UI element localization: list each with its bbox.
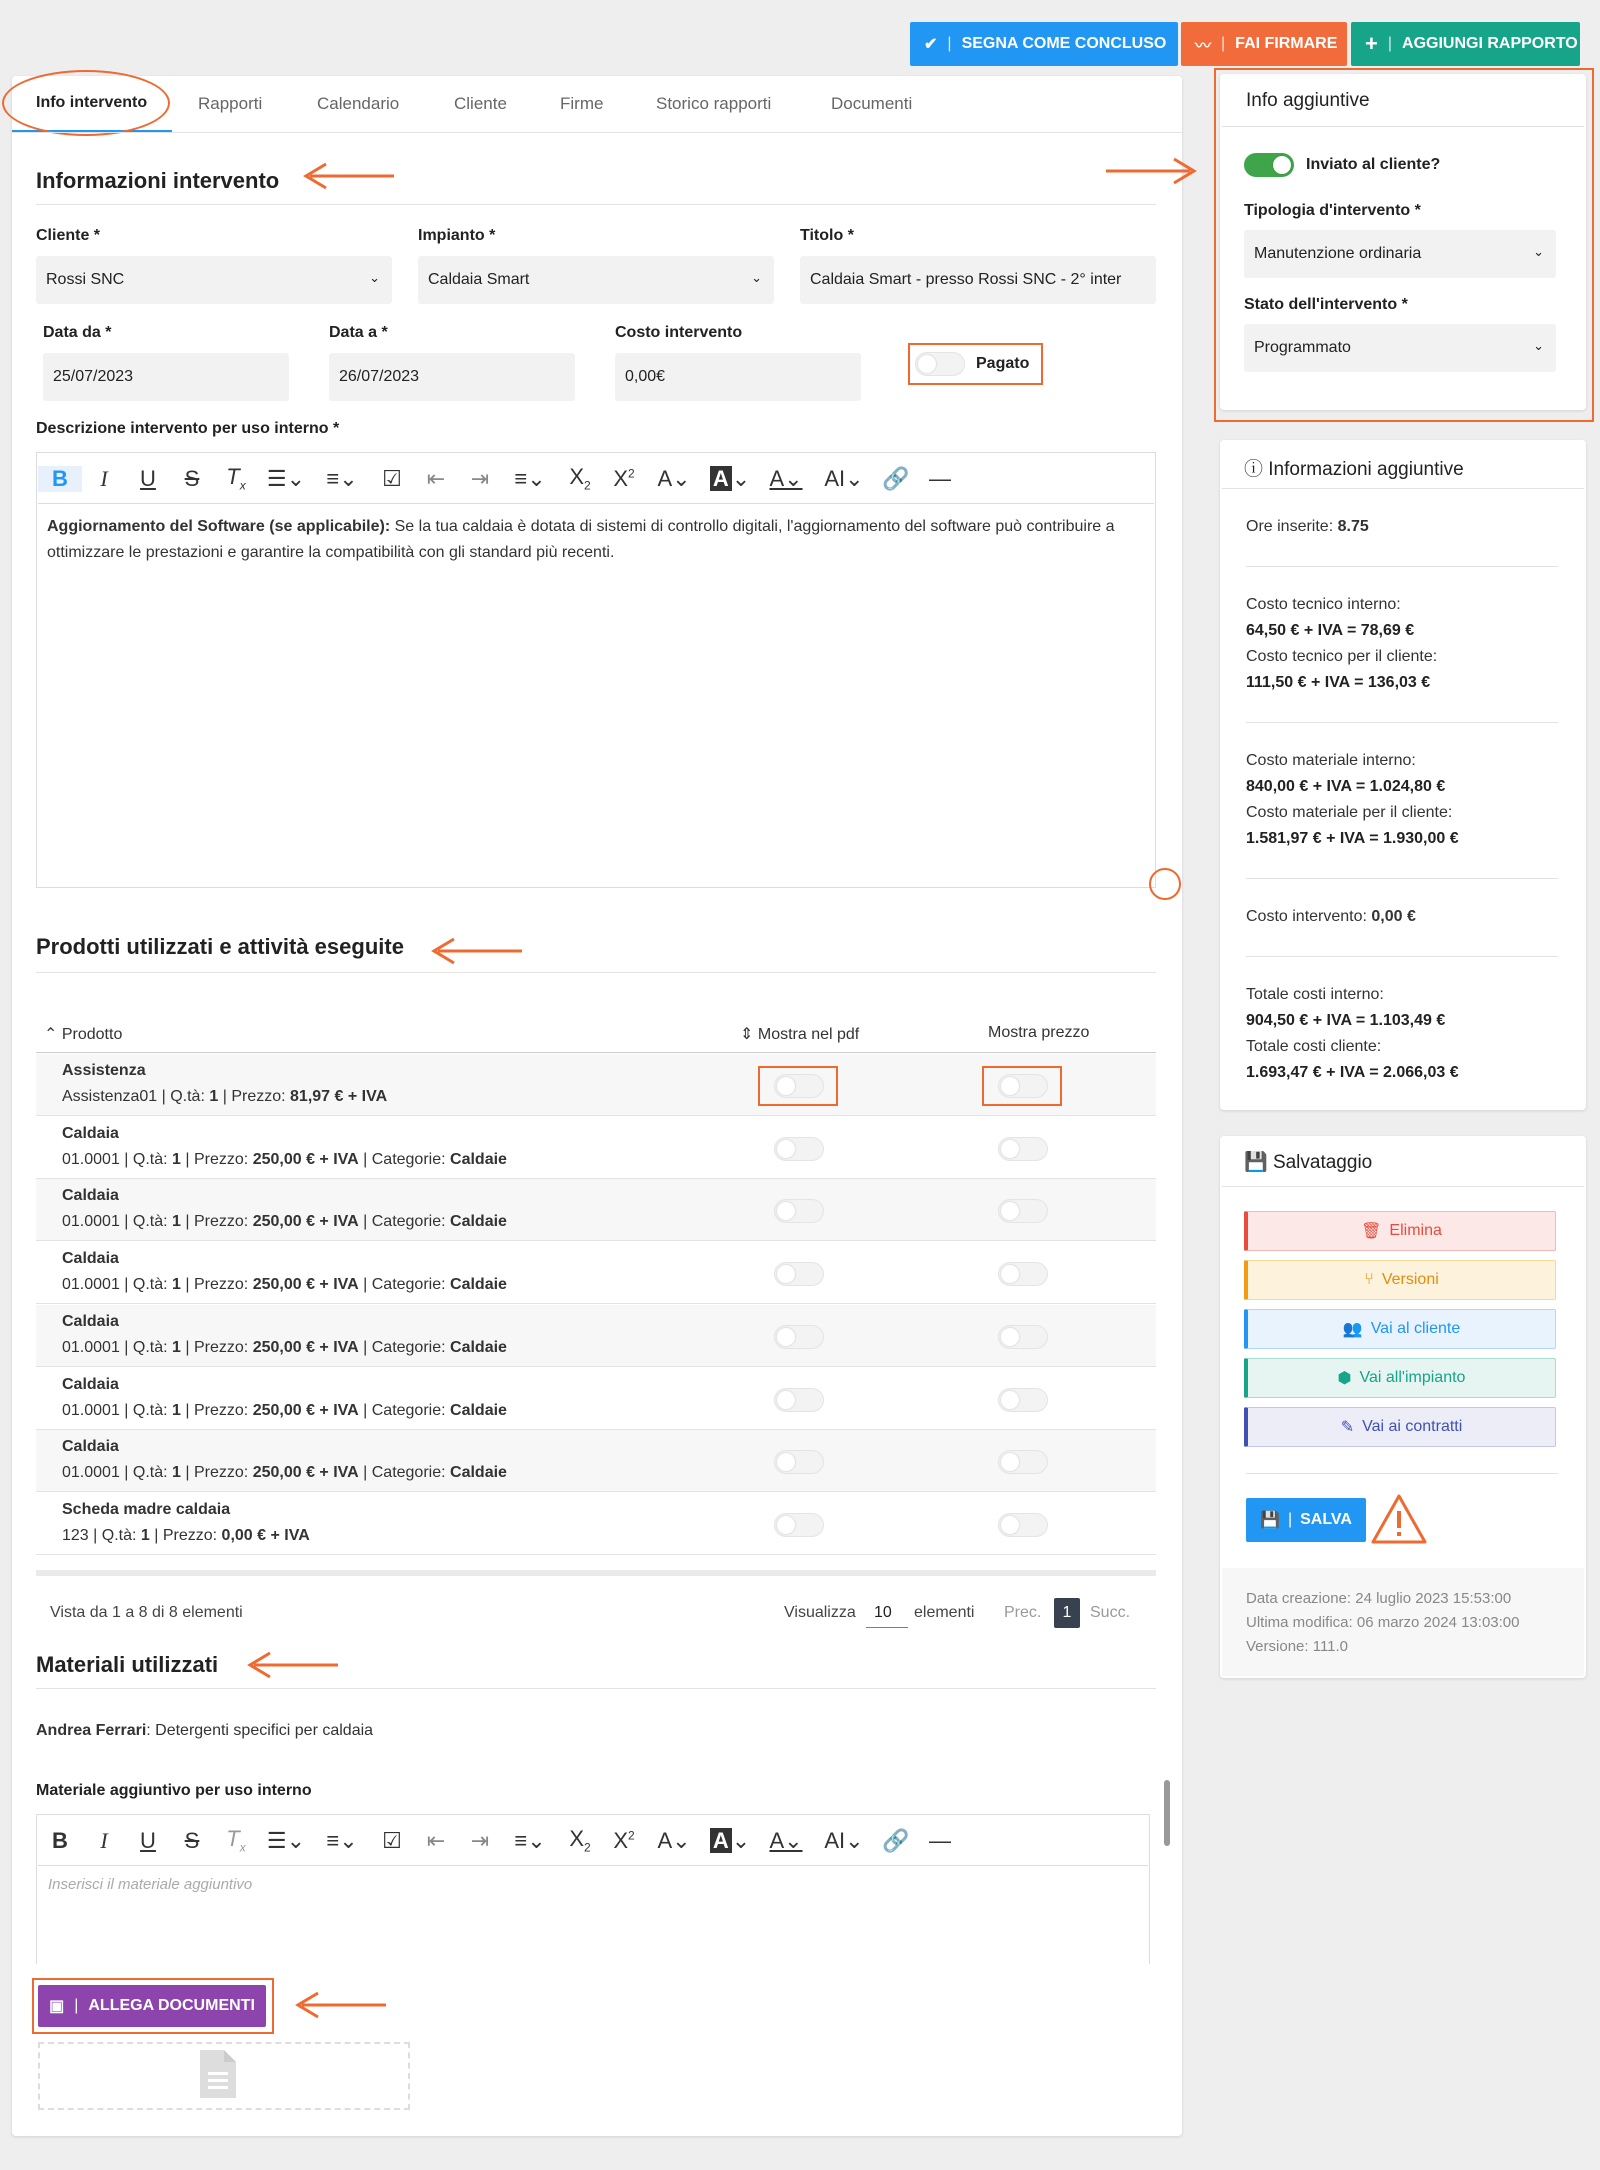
signature-icon: 〰 [1195, 37, 1212, 55]
horizontal-rule-icon[interactable]: — [929, 465, 951, 491]
card-header-divider [1222, 488, 1584, 489]
bold-icon[interactable]: B [38, 466, 82, 492]
costs-divider [1246, 956, 1558, 957]
product-details: Assistenza01 | Q.tà: 1 | Prezzo: 81,97 € + IVA [62, 1088, 388, 1105]
images-icon: ▣ [49, 1998, 65, 2015]
product-qta: 1 [172, 1464, 181, 1482]
next-page-button[interactable]: Succ. [1090, 1604, 1131, 1621]
costi-title [1244, 454, 1464, 481]
costi-title-text: Informazioni aggiuntive [1268, 459, 1464, 480]
subscript-icon[interactable]: $X_2$ [569, 1826, 591, 1855]
highlight-icon[interactable]: A ⌄ [702, 1828, 758, 1854]
branch-icon: ⑂ [1364, 1271, 1374, 1288]
product-details: 01.0001 | Q.tà: 1 | Prezzo: 250,00 € + IVA | Categorie: Caldaie [62, 1150, 507, 1168]
table-row [36, 1242, 1156, 1304]
tec-int-label: Costo tecnico interno: [1246, 596, 1401, 613]
versione: Versione: 111.0 [1246, 1638, 1349, 1655]
cat-label: Categorie: [371, 1338, 446, 1356]
bold-icon[interactable]: B [52, 1827, 68, 1853]
warning-icon [1370, 1492, 1428, 1546]
user-icon: 👥 [1342, 1321, 1363, 1338]
product-prezzo: 250,00 € + IVA [252, 1464, 359, 1482]
product-prezzo: 250,00 € + IVA [252, 1150, 359, 1168]
strikethrough-icon[interactable]: S [184, 465, 200, 491]
page-size-label: Visualizza [784, 1604, 856, 1621]
tec-cli-value: 111,50 € + IVA = 136,03 € [1246, 674, 1431, 691]
section-title-prodotti: Prodotti utilizzati e attività eseguite [36, 934, 404, 959]
salvataggio-title [1244, 1150, 1372, 1174]
impianto-value: Caldaia Smart [428, 271, 530, 288]
prezzo-label: Prezzo: [231, 1088, 286, 1105]
vai-cliente-label: Vai al cliente [1370, 1320, 1461, 1337]
stato-value: Programmato [1254, 339, 1351, 356]
indent-icon[interactable]: ⇥ [470, 1827, 490, 1853]
data-a-input[interactable] [329, 353, 575, 401]
numbered-list-icon[interactable]: ≡⌄ [326, 465, 358, 491]
data-da-input[interactable] [43, 353, 289, 401]
product-prezzo: 250,00 € + IVA [252, 1401, 359, 1419]
mostra-pdf-toggle[interactable] [774, 1450, 824, 1474]
section-divider [36, 1688, 1156, 1689]
underline-icon[interactable]: U [140, 1827, 156, 1853]
align-icon[interactable]: ≡⌄ [514, 465, 546, 491]
tab-storico-rapporti[interactable]: Storico rapporti [656, 94, 772, 113]
stato-select[interactable] [1244, 324, 1556, 372]
section-title-info: Informazioni intervento [36, 168, 280, 193]
floppy-icon: 💾 [1244, 1152, 1273, 1173]
mostra-prezzo-toggle[interactable] [998, 1513, 1048, 1537]
product-qta: 1 [172, 1150, 181, 1168]
material-entry [36, 1722, 373, 1740]
table-bottom-bar [36, 1570, 1156, 1576]
cliente-value: Rossi SNC [46, 271, 125, 288]
salva-button[interactable]: 💾 | SALVA [1246, 1498, 1366, 1542]
prezzo-label: Prezzo: [193, 1338, 249, 1356]
superscript-icon[interactable]: $X^2$ [613, 465, 635, 491]
subscript-icon[interactable]: $X_2$ [569, 464, 591, 493]
product-prezzo: 81,97 € + IVA [290, 1088, 388, 1105]
prezzo-label: Prezzo: [193, 1276, 249, 1294]
elimina-button[interactable] [1244, 1211, 1556, 1251]
box-icon: ⬢ [1337, 1370, 1352, 1387]
tipologia-value: Manutenzione ordinaria [1254, 245, 1422, 262]
table-row [36, 1493, 1156, 1555]
font-size-icon[interactable]: AI⌄ [824, 465, 864, 491]
vai-contratti-button[interactable] [1244, 1407, 1556, 1447]
checklist-icon[interactable]: ☑ [382, 465, 402, 491]
material-person: Andrea Ferrari [36, 1722, 147, 1739]
descrizione-text: Se la tua caldaia è dotata di sistemi di controllo digitali, l'aggiornamento del software può contribuire a ottimizzare le prestazioni e garantire la compatibilità con gli standard più recenti. [47, 518, 1115, 561]
mostra-prezzo-toggle[interactable] [998, 1262, 1048, 1286]
table-row [36, 1368, 1156, 1430]
page-size-input[interactable]: 10 [866, 1600, 908, 1628]
outdent-icon[interactable]: ⇤ [426, 1827, 446, 1853]
costo-intervento-label: Costo intervento: [1246, 908, 1372, 925]
product-prezzo: 250,00 € + IVA [252, 1276, 359, 1294]
cat-label: Categorie: [371, 1213, 446, 1231]
mostra-prezzo-toggle[interactable] [998, 1388, 1048, 1412]
floppy-icon: 💾 [1260, 1512, 1280, 1529]
bullet-list-icon[interactable]: ☰⌄ [266, 1827, 306, 1853]
col-header-prezzo[interactable]: Mostra prezzo [988, 1024, 1090, 1041]
product-name: Caldaia [62, 1187, 119, 1205]
tab-calendario[interactable]: Calendario [317, 94, 400, 113]
superscript-icon[interactable]: $X^2$ [613, 1827, 635, 1853]
outdent-icon[interactable]: ⇤ [426, 465, 446, 491]
mostra-prezzo-toggle[interactable] [998, 1450, 1048, 1474]
table-row [36, 1430, 1156, 1492]
prezzo-label: Prezzo: [193, 1150, 249, 1168]
product-code: 01.0001 [62, 1276, 120, 1294]
cliente-label: Cliente * [36, 227, 101, 244]
section-divider [36, 972, 1156, 973]
chevron-down-icon: ⌄ [369, 270, 380, 285]
cat-label: Categorie: [371, 1401, 446, 1419]
product-cat: Caldaie [450, 1276, 507, 1294]
costs-divider [1246, 566, 1558, 567]
italic-icon[interactable]: I [100, 465, 108, 491]
tot-int-value: 904,50 € + IVA = 1.103,49 € [1246, 1012, 1446, 1029]
col-pdf-label: Mostra nel pdf [757, 1026, 860, 1043]
salvataggio-title-text: Salvataggio [1272, 1152, 1373, 1173]
product-details: 01.0001 | Q.tà: 1 | Prezzo: 250,00 € + IVA | Categorie: Caldaie [62, 1213, 507, 1231]
cliente-select[interactable] [36, 256, 392, 304]
versioni-button[interactable] [1244, 1260, 1556, 1300]
inviato-label: Inviato al cliente? [1306, 156, 1441, 173]
qta-label: Q.tà: [132, 1464, 168, 1482]
sort-icon: ⇕ [740, 1026, 758, 1043]
costi-card [1220, 440, 1586, 1110]
link-icon[interactable]: 🔗 [882, 1827, 910, 1853]
tipologia-select[interactable] [1244, 230, 1556, 278]
product-qta: 1 [209, 1088, 219, 1105]
product-name: Caldaia [62, 1250, 119, 1268]
data-a-label: Data a * [329, 324, 388, 341]
costo-input[interactable] [615, 353, 861, 401]
elimina-label: Elimina [1389, 1222, 1442, 1239]
table-row [36, 1117, 1156, 1179]
font-color-icon[interactable]: A⌄ [769, 465, 803, 491]
cat-label: Categorie: [371, 1464, 446, 1482]
product-name: Scheda madre caldaia [62, 1500, 231, 1518]
product-code: 123 [62, 1526, 89, 1544]
mostra-pdf-toggle[interactable] [774, 1137, 824, 1161]
mostra-pdf-toggle[interactable] [774, 1388, 824, 1412]
info-aggiuntive-title: Info aggiuntive [1246, 90, 1370, 111]
product-code: 01.0001 [62, 1464, 120, 1482]
impianto-label: Impianto * [418, 227, 496, 244]
vai-impianto-button[interactable] [1244, 1358, 1556, 1398]
save-divider [1246, 1473, 1558, 1474]
tabs-divider [12, 132, 1182, 133]
salva-label: SALVA [1300, 1511, 1352, 1528]
qta-label: Q.tà: [132, 1401, 168, 1419]
costo-value: 0,00€ [625, 368, 666, 385]
chevron-down-icon: ⌄ [1533, 338, 1544, 353]
chevron-down-icon: ⌄ [751, 270, 762, 285]
ultima-modifica: Ultima modifica: 06 marzo 2024 13:03:00 [1246, 1614, 1520, 1631]
product-qta: 1 [172, 1276, 181, 1294]
tab-annotation-ellipse [2, 70, 170, 136]
descrizione-content [47, 514, 1147, 566]
costo-intervento-line [1246, 908, 1416, 926]
allega-documenti-button[interactable]: ▣ | ALLEGA DOCUMENTI [38, 1985, 266, 2027]
descrizione-toolbar [38, 454, 1154, 504]
ore-value: 8.75 [1337, 518, 1369, 535]
product-cat: Caldaie [450, 1338, 507, 1356]
tab-documenti[interactable]: Documenti [831, 94, 913, 113]
qta-label: Q.tà: [101, 1526, 137, 1544]
numbered-list-icon[interactable]: ≡⌄ [326, 1827, 358, 1853]
vai-impianto-label: Vai all'impianto [1359, 1369, 1466, 1386]
underline-icon[interactable]: U [140, 465, 156, 491]
pagato-label: Pagato [976, 355, 1030, 372]
mostra-prezzo-toggle[interactable] [998, 1199, 1048, 1223]
product-code: 01.0001 [62, 1338, 120, 1356]
col-header-prodotto[interactable] [44, 1024, 122, 1044]
cat-label: Categorie: [371, 1150, 446, 1168]
product-code: 01.0001 [62, 1150, 120, 1168]
vai-contratti-label: Vai ai contratti [1362, 1418, 1463, 1435]
product-prezzo: 0,00 € + IVA [221, 1526, 310, 1544]
product-prezzo: 250,00 € + IVA [252, 1338, 359, 1356]
qta-label: Q.tà: [132, 1150, 168, 1168]
qta-label: Q.tà: [132, 1213, 168, 1231]
product-name: Caldaia [62, 1312, 119, 1330]
product-name: Caldaia [62, 1438, 119, 1456]
indent-icon[interactable]: ⇥ [470, 465, 490, 491]
plus-icon: + [1365, 31, 1378, 56]
mat-int-value: 840,00 € + IVA = 1.024,80 € [1246, 778, 1446, 795]
data-creazione: Data creazione: 24 luglio 2023 15:53:00 [1246, 1590, 1512, 1607]
card-header-divider [1222, 126, 1584, 127]
ore-label: Ore inserite: [1246, 518, 1338, 535]
titolo-label: Titolo * [800, 227, 854, 244]
costs-divider [1246, 878, 1558, 879]
descrizione-bold-text: Aggiornamento del Software (se applicabile): [47, 518, 391, 535]
text-style-icon[interactable]: A⌄ [657, 465, 691, 491]
costo-intervento-value: 0,00 € [1371, 908, 1416, 925]
prezzo-label: Prezzo: [162, 1526, 218, 1544]
product-qta: 1 [172, 1401, 181, 1419]
section-title-materiali: Materiali utilizzati [36, 1652, 219, 1677]
tot-cli-label: Totale costi cliente: [1246, 1038, 1382, 1055]
ore-line [1246, 518, 1369, 536]
annotation-arrow [428, 936, 522, 966]
mat-cli-label: Costo materiale per il cliente: [1246, 804, 1453, 821]
annotation-arrow [292, 1990, 386, 2020]
table-row [36, 1179, 1156, 1241]
col-prodotto-label: Prodotto [61, 1026, 123, 1043]
descrizione-label: Descrizione intervento per uso interno * [36, 420, 340, 437]
materiale-aggiuntivo-label: Materiale aggiuntivo per uso interno [36, 1782, 312, 1799]
titolo-value: Caldaia Smart - presso Rossi SNC - 2° inter [810, 271, 1122, 288]
font-color-icon[interactable]: A⌄ [769, 1827, 803, 1853]
check-icon: ✔ [924, 36, 938, 53]
scrollbar-thumb[interactable] [1164, 1780, 1170, 1846]
checklist-icon[interactable]: ☑ [382, 1827, 402, 1853]
versioni-label: Versioni [1381, 1271, 1439, 1288]
table-header-divider [36, 1052, 1156, 1053]
trash-icon: 🗑 [1361, 1223, 1382, 1240]
costo-label: Costo intervento [615, 324, 743, 341]
product-details: 01.0001 | Q.tà: 1 | Prezzo: 250,00 € + IVA | Categorie: Caldaie [62, 1464, 507, 1482]
qta-label: Q.tà: [132, 1338, 168, 1356]
sort-up-icon: ⌃ [44, 1026, 62, 1043]
info-icon: ⓘ [1244, 459, 1269, 480]
mat-cli-value: 1.581,97 € + IVA = 1.930,00 € [1246, 830, 1459, 847]
table-info: Vista da 1 a 8 di 8 elementi [50, 1604, 243, 1621]
qta-label: Q.tà: [132, 1276, 168, 1294]
product-cat: Caldaie [450, 1464, 507, 1482]
section-divider [36, 204, 1156, 205]
tot-int-label: Totale costi interno: [1246, 986, 1384, 1003]
tab-rapporti[interactable]: Rapporti [198, 94, 263, 113]
stato-label: Stato dell'intervento * [1244, 296, 1408, 313]
tec-cli-label: Costo tecnico per il cliente: [1246, 648, 1438, 665]
product-details: 123 | Q.tà: 1 | Prezzo: 0,00 € + IVA [62, 1526, 310, 1544]
product-details: 01.0001 | Q.tà: 1 | Prezzo: 250,00 € + IVA | Categorie: Caldaie [62, 1338, 507, 1356]
mostra-pdf-toggle[interactable] [774, 1262, 824, 1286]
product-cat: Caldaie [450, 1213, 507, 1231]
link-icon[interactable]: 🔗 [882, 465, 910, 491]
product-name: Assistenza [62, 1062, 146, 1079]
prezzo-label: Prezzo: [193, 1464, 249, 1482]
product-qta: 1 [172, 1338, 181, 1356]
table-row [36, 1305, 1156, 1367]
costs-divider [1246, 722, 1558, 723]
tab-firme[interactable]: Firme [560, 94, 604, 113]
mostra-pdf-toggle[interactable] [774, 1199, 824, 1223]
material-text: : Detergenti specifici per caldaia [146, 1722, 374, 1739]
prezzo-toggle-annotation [982, 1066, 1062, 1106]
prev-page-button[interactable]: Prec. [1004, 1604, 1042, 1621]
pagato-toggle[interactable] [915, 352, 965, 376]
mostra-pdf-toggle[interactable] [774, 1325, 824, 1349]
italic-icon[interactable]: I [100, 1827, 108, 1853]
inviato-toggle[interactable] [1244, 153, 1294, 177]
tot-cli-value: 1.693,47 € + IVA = 2.066,03 € [1246, 1064, 1459, 1081]
align-icon[interactable]: ≡⌄ [514, 1827, 546, 1853]
materiale-toolbar [38, 1816, 1148, 1866]
cat-label: Categorie: [371, 1276, 446, 1294]
clear-format-icon[interactable]: $T_x$ [226, 1826, 246, 1855]
mostra-prezzo-toggle[interactable] [998, 1137, 1048, 1161]
product-cat: Caldaie [450, 1150, 507, 1168]
font-size-icon[interactable]: AI⌄ [824, 1827, 864, 1853]
product-cat: Caldaie [450, 1401, 507, 1419]
annotation-arrow [300, 161, 394, 191]
horizontal-rule-icon[interactable]: — [929, 1827, 951, 1853]
tipologia-label: Tipologia d'intervento * [1244, 202, 1421, 219]
product-prezzo: 250,00 € + IVA [252, 1213, 359, 1231]
data-a-value: 26/07/2023 [339, 368, 420, 385]
col-header-pdf[interactable] [740, 1024, 859, 1044]
resize-handle-annotation [1149, 868, 1181, 900]
aggiungi-rapporto-button[interactable]: + | AGGIUNGI RAPPORTO [1351, 22, 1580, 66]
product-details: 01.0001 | Q.tà: 1 | Prezzo: 250,00 € + IVA | Categorie: Caldaie [62, 1401, 507, 1419]
annotation-arrow [1106, 156, 1200, 186]
allega-label: ALLEGA DOCUMENTI [88, 1997, 255, 2014]
qta-label: Q.tà: [170, 1088, 205, 1105]
product-name: Caldaia [62, 1124, 119, 1142]
page-number-button[interactable]: 1 [1054, 1598, 1080, 1628]
prezzo-label: Prezzo: [193, 1401, 249, 1419]
product-details: 01.0001 | Q.tà: 1 | Prezzo: 250,00 € + IVA | Categorie: Caldaie [62, 1276, 507, 1294]
data-da-value: 25/07/2023 [53, 368, 134, 385]
annotation-arrow [244, 1650, 338, 1680]
materiale-placeholder: Inserisci il materiale aggiuntivo [48, 1876, 253, 1893]
segna-concluso-button[interactable]: ✔ | SEGNA COME CONCLUSO [910, 22, 1178, 66]
elements-label: elementi [914, 1604, 975, 1621]
tab-info-intervento[interactable]: Info intervento [36, 94, 148, 111]
card-header-divider [1222, 1186, 1584, 1187]
product-name: Caldaia [62, 1375, 119, 1393]
clear-format-icon[interactable]: $T_x$ [226, 464, 246, 493]
vai-cliente-button[interactable] [1244, 1309, 1556, 1349]
product-code: Assistenza01 [62, 1088, 158, 1105]
mostra-prezzo-toggle[interactable] [998, 1325, 1048, 1349]
prezzo-label: Prezzo: [193, 1213, 249, 1231]
mat-int-label: Costo materiale interno: [1246, 752, 1416, 769]
impianto-select[interactable] [418, 256, 774, 304]
titolo-input[interactable] [800, 256, 1156, 304]
tab-cliente[interactable]: Cliente [454, 94, 507, 113]
fai-firmare-button[interactable]: 〰 | FAI FIRMARE [1181, 22, 1347, 66]
text-style-icon[interactable]: A⌄ [657, 1827, 691, 1853]
chevron-down-icon: ⌄ [1533, 244, 1544, 259]
strikethrough-icon[interactable]: S [184, 1827, 200, 1853]
product-code: 01.0001 [62, 1213, 120, 1231]
product-qta: 1 [140, 1526, 150, 1544]
product-code: 01.0001 [62, 1401, 120, 1419]
mostra-pdf-toggle[interactable] [774, 1513, 824, 1537]
highlight-icon[interactable]: A ⌄ [702, 466, 758, 492]
product-qta: 1 [172, 1213, 181, 1231]
bullet-list-icon[interactable]: ☰⌄ [266, 465, 306, 491]
tec-int-value: 64,50 € + IVA = 78,69 € [1246, 622, 1415, 639]
data-da-label: Data da * [43, 324, 112, 341]
file-icon [198, 2048, 238, 2100]
edit-document-icon: ✎ [1340, 1419, 1355, 1436]
pdf-toggle-annotation [758, 1066, 838, 1106]
